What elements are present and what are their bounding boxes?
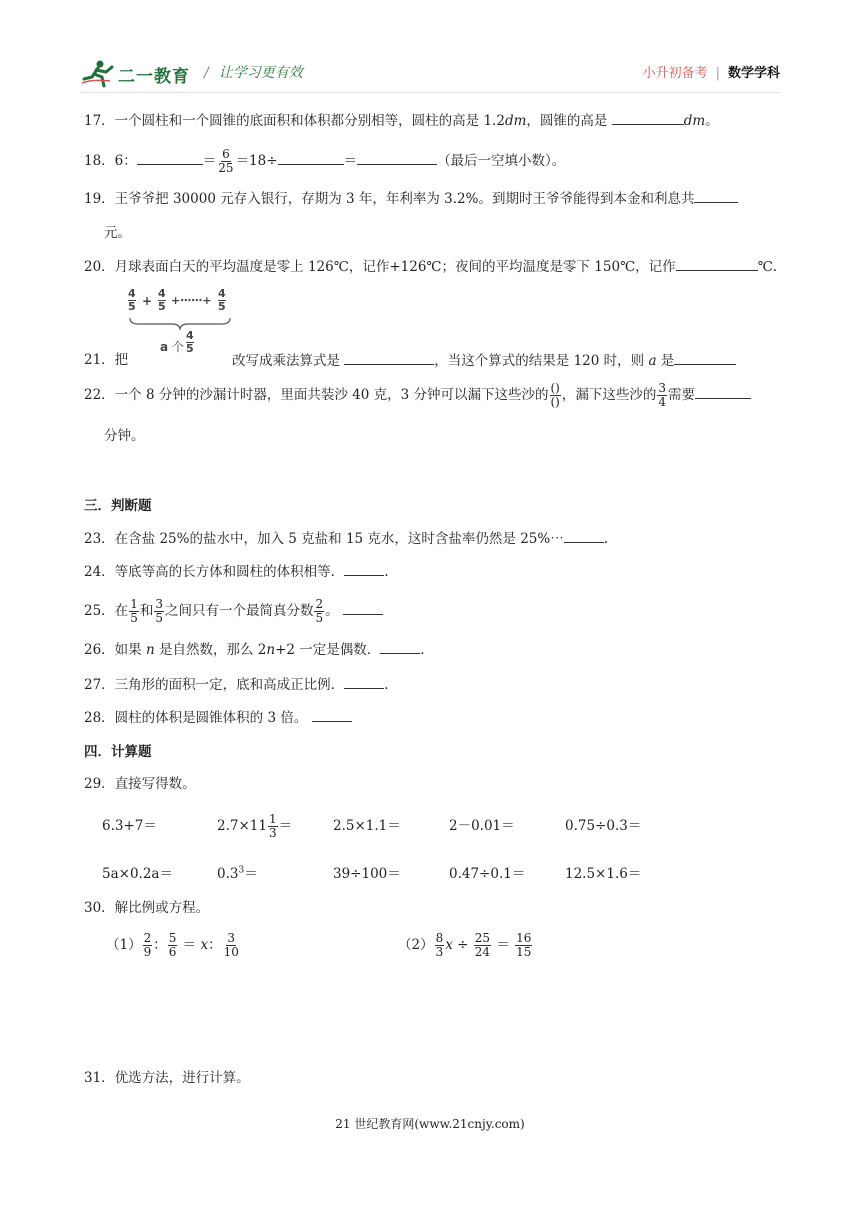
q27-end: . — [384, 677, 389, 693]
brace-fraction-1: 4 5 — [128, 287, 136, 313]
question-22 — [84, 382, 751, 409]
q18-eq1: ＝ — [202, 153, 217, 169]
question-21 — [84, 350, 128, 370]
question-31: 31．优选方法，进行计算。 — [84, 1070, 250, 1086]
q21-blank-2[interactable] — [674, 350, 736, 365]
q18-note: （最后一空填小数）。 — [437, 153, 566, 169]
brand-logo — [80, 58, 190, 90]
q26-b: 是自然数，那么 2 — [154, 642, 267, 658]
page-header — [80, 58, 780, 92]
q26-c: +2 一定是偶数． — [275, 642, 381, 658]
q18-blank-1[interactable] — [137, 150, 203, 165]
question-18 — [84, 148, 565, 175]
q19-line1: 19．王爷爷把 30000 元存入银行，存期为 3 年，年利率为 3.2%。到期时王爷爷能得到本金和利息共 — [84, 191, 695, 207]
slogan-text: 让学习更有效 — [218, 65, 303, 81]
q27-blank[interactable] — [344, 674, 384, 689]
q19-line2: 元。 — [104, 225, 131, 241]
q23-end: . — [603, 531, 609, 547]
question-17 — [84, 110, 719, 131]
q20-blank[interactable] — [676, 256, 758, 271]
slogan-slash: / — [204, 65, 209, 81]
question-19 — [84, 188, 738, 209]
q25-and: 和 — [139, 603, 154, 619]
question-29-title: 29．直接写得数。 — [84, 776, 196, 792]
brace-fraction-2: 4 5 — [158, 287, 166, 313]
calc-item: 0.75÷0.3＝ — [565, 818, 642, 834]
q17-unit-2: dm — [683, 113, 706, 129]
q21-brace-diagram — [128, 288, 238, 366]
q17-mid: ，圆锥的高是 — [526, 113, 612, 129]
question-23 — [84, 528, 608, 549]
q22-line1a: 22．一个 8 分钟的沙漏计时器，里面共装沙 40 克，3 分钟可以漏下这些沙的 — [84, 387, 549, 403]
header-divider — [80, 92, 780, 93]
q23-text: 23．在含盐 25%的盐水中，加入 5 克盐和 15 克水，这时含盐率仍然是 25%⋯ — [84, 531, 564, 547]
calc-item: 2－0.01＝ — [449, 818, 515, 834]
brace-var-a: a — [160, 340, 169, 354]
q18-blank-2[interactable] — [278, 150, 344, 165]
q25-b: 之间只有一个最简真分数 — [164, 603, 314, 619]
q22-fraction-blank[interactable]: $\frac{()}{()}$ — [550, 381, 560, 409]
q26-blank[interactable] — [380, 639, 420, 654]
q21-prefix: 21．把 — [84, 352, 129, 368]
runner-logo-icon — [80, 59, 116, 89]
question-25 — [84, 598, 383, 625]
q19-blank[interactable] — [694, 188, 738, 203]
q25-fraction-2: $\frac{3}{5}$ — [155, 597, 163, 625]
q21-var: a — [648, 353, 657, 369]
brace-dots: +⋯⋯+ — [171, 294, 212, 307]
q18-fraction: $\frac{6}{25}$ — [218, 147, 234, 175]
q26-a: 26．如果 — [84, 642, 146, 658]
header-separator: | — [715, 66, 720, 81]
q26-n2: n — [266, 642, 276, 658]
q28-blank[interactable] — [312, 707, 352, 722]
q18-blank-3[interactable] — [357, 150, 437, 165]
q22-line2: 分钟。 — [104, 428, 145, 444]
q27-text: 27．三角形的面积一定，底和高成正比例． — [84, 677, 345, 693]
calc-item-power: $0.3^3=$ — [217, 865, 258, 882]
q21-end: 是 — [656, 353, 675, 369]
q18-eq3: ＝ — [343, 153, 358, 169]
q17-blank[interactable] — [612, 110, 684, 125]
q22-line1c: 需要 — [668, 387, 696, 403]
question-27 — [84, 674, 388, 695]
q24-end: . — [384, 564, 389, 580]
calc-item-mixed: 2.7×11 $\frac{1}{3}$ ＝ — [217, 812, 293, 840]
q25-a: 25．在 — [84, 603, 129, 619]
q25-blank[interactable] — [343, 600, 383, 615]
q23-blank[interactable] — [564, 528, 604, 543]
question-20 — [84, 256, 777, 277]
header-subject — [643, 62, 780, 81]
q18-eq2: ＝18÷ — [235, 153, 278, 169]
q25-fraction-3: $\frac{2}{5}$ — [315, 597, 324, 625]
calc-item: 0.47÷0.1＝ — [449, 866, 526, 882]
q25-fraction-1: $\frac{1}{5}$ — [130, 597, 138, 625]
q22-line1b: ，漏下这些沙的 — [561, 387, 657, 403]
calc-item: 2.5×1.1＝ — [333, 818, 401, 834]
calc-item: 39÷100＝ — [333, 866, 401, 882]
q21-rest — [232, 350, 736, 371]
q17-unit-1: dm — [504, 113, 527, 129]
question-26 — [84, 639, 425, 660]
q25-c: 。 — [325, 603, 343, 619]
q30-part-2: （2） $\frac{8}{3}$ x ÷ $\frac{25}{24}$ ＝ $\frac{16}{15}$ — [398, 931, 532, 959]
q26-n: n — [145, 642, 155, 658]
q17-end: 。 — [705, 113, 719, 129]
calc-item: 6.3+7＝ — [102, 818, 157, 834]
mixed-fraction: $\frac{1}{3}$ — [268, 812, 277, 840]
q20-text: 20．月球表面白天的平均温度是零上 126℃，记作+126℃；夜间的平均温度是零下 150℃，记作 — [84, 259, 676, 275]
q28-text: 28．圆柱的体积是圆锥体积的 3 倍。 — [84, 710, 312, 726]
question-28 — [84, 707, 352, 728]
q17-text: 17．一个圆柱和一个圆锥的底面积和体积都分别相等，圆柱的高是 1.2 — [84, 113, 505, 129]
header-subject-label: 数学学科 — [727, 66, 780, 81]
header-slogan — [204, 62, 303, 82]
header-exam-label: 小升初备考 — [642, 66, 708, 81]
question-24 — [84, 561, 388, 582]
section-4-heading: 四．计算题 — [84, 744, 152, 760]
q20-unit: ℃. — [757, 259, 778, 275]
calc-item: 5a×0.2a＝ — [102, 866, 173, 882]
q21-mid2: ，当这个算式的结果是 120 时，则 — [434, 353, 649, 369]
q21-mid: 改写成乘法算式是 — [232, 353, 345, 369]
brace-fraction-3: 4 5 — [218, 287, 226, 313]
brace-bottom-fraction: 4 5 — [186, 329, 194, 355]
q24-text: 24．等底等高的长方体和圆柱的体积相等． — [84, 564, 345, 580]
section-3-heading: 三．判断题 — [84, 498, 152, 514]
brace-ge: 个 — [172, 340, 185, 354]
q30-part-1: （1） $\frac{2}{9}$ ： $\frac{5}{6}$ ＝ x： $\frac{3}{10}$ — [106, 931, 239, 959]
brace-plus: + — [142, 294, 153, 308]
calc-item: 12.5×1.6＝ — [565, 866, 642, 882]
curly-brace-icon — [128, 316, 232, 332]
logo-text: 二一教育 — [118, 66, 190, 87]
question-30-title: 30．解比例或方程。 — [84, 900, 210, 916]
page-footer: 21 世纪教育网(www.21cnjy.com) — [335, 1117, 525, 1131]
q22-fraction: $\frac{3}{4}$ — [658, 381, 667, 409]
q24-blank[interactable] — [344, 561, 384, 576]
q21-blank-1[interactable] — [344, 350, 434, 365]
q22-blank[interactable] — [695, 384, 751, 399]
q26-end: . — [420, 642, 425, 658]
q18-num: 18．6： — [84, 153, 137, 169]
